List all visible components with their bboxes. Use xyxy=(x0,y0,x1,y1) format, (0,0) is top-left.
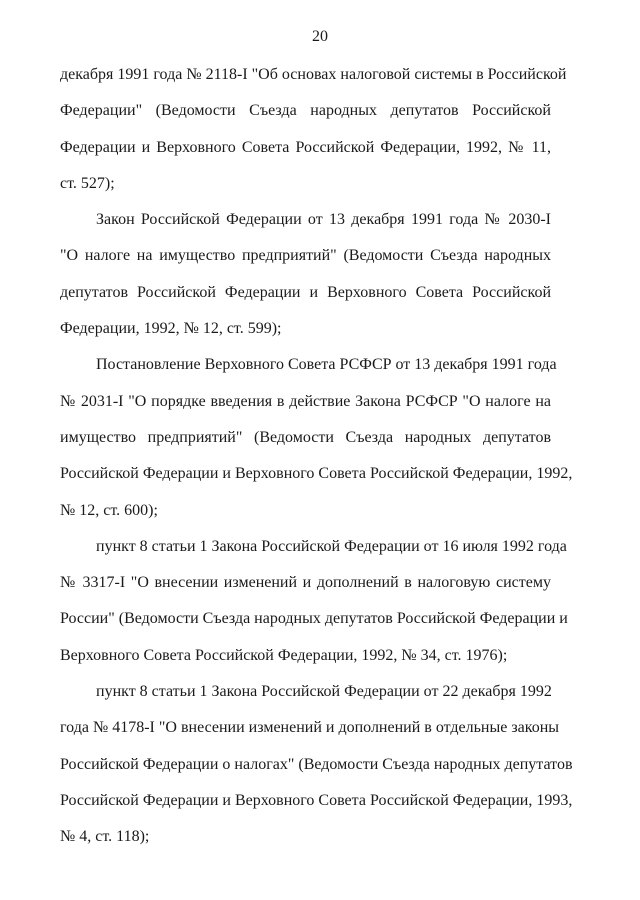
text-line: № 2031-I "О порядке введения в действие Закона РСФСР "О налоге на xyxy=(60,392,551,410)
text-line: Верховного Совета Российской Федерации, 1992, № 34, ст. 1976); xyxy=(60,646,508,664)
text-line: Российской Федерации и Верховного Совета Российской Федерации, 1993, xyxy=(60,791,573,809)
text-line: пункт 8 статьи 1 Закона Российской Федерации от 16 июля 1992 года xyxy=(96,537,567,555)
text-line: № 12, ст. 600); xyxy=(60,501,158,519)
text-line: Федерации" (Ведомости Съезда народных депутатов Российской xyxy=(60,102,551,120)
paragraph-2 xyxy=(60,202,551,347)
page-number: 20 xyxy=(312,28,328,45)
text-line: № 4, ст. 118); xyxy=(60,828,150,846)
text-line: Российской Федерации и Верховного Совета Российской Федерации, 1992, xyxy=(60,465,573,483)
document-body xyxy=(60,57,573,856)
text-line: России" (Ведомости Съезда народных депутатов Российской Федерации и xyxy=(60,610,568,628)
text-line: года № 4178-I "О внесении изменений и дополнений в отдельные законы xyxy=(60,719,560,737)
text-line: № 3317-I "О внесении изменений и дополнений в налоговую систему xyxy=(60,574,551,592)
text-line: Федерации и Верховного Совета Российской Федерации, 1992, № 11, xyxy=(60,138,551,156)
text-line: пункт 8 статьи 1 Закона Российской Федерации от 22 декабря 1992 xyxy=(96,683,552,701)
text-line: Федерации, 1992, № 12, ст. 599); xyxy=(60,320,282,338)
paragraph-3 xyxy=(60,347,573,528)
paragraph-4 xyxy=(60,529,568,674)
text-line: Российской Федерации о налогах" (Ведомости Съезда народных депутатов xyxy=(60,755,573,773)
text-line: ст. 527); xyxy=(60,174,115,192)
text-line: "О налоге на имущество предприятий" (Ведомости Съезда народных xyxy=(60,247,551,265)
text-line: Закон Российской Федерации от 13 декабря 1991 года № 2030-I xyxy=(96,211,551,229)
text-line: имущество предприятий" (Ведомости Съезда народных депутатов xyxy=(60,428,551,446)
text-line: Постановление Верховного Совета РСФСР от 13 декабря 1991 года xyxy=(96,356,557,374)
paragraph-1 xyxy=(60,57,567,202)
paragraph-5 xyxy=(60,674,573,855)
text-line: депутатов Российской Федерации и Верховного Совета Российской xyxy=(60,283,551,301)
text-line: декабря 1991 года № 2118-I "Об основах налоговой системы в Российской xyxy=(60,66,567,83)
